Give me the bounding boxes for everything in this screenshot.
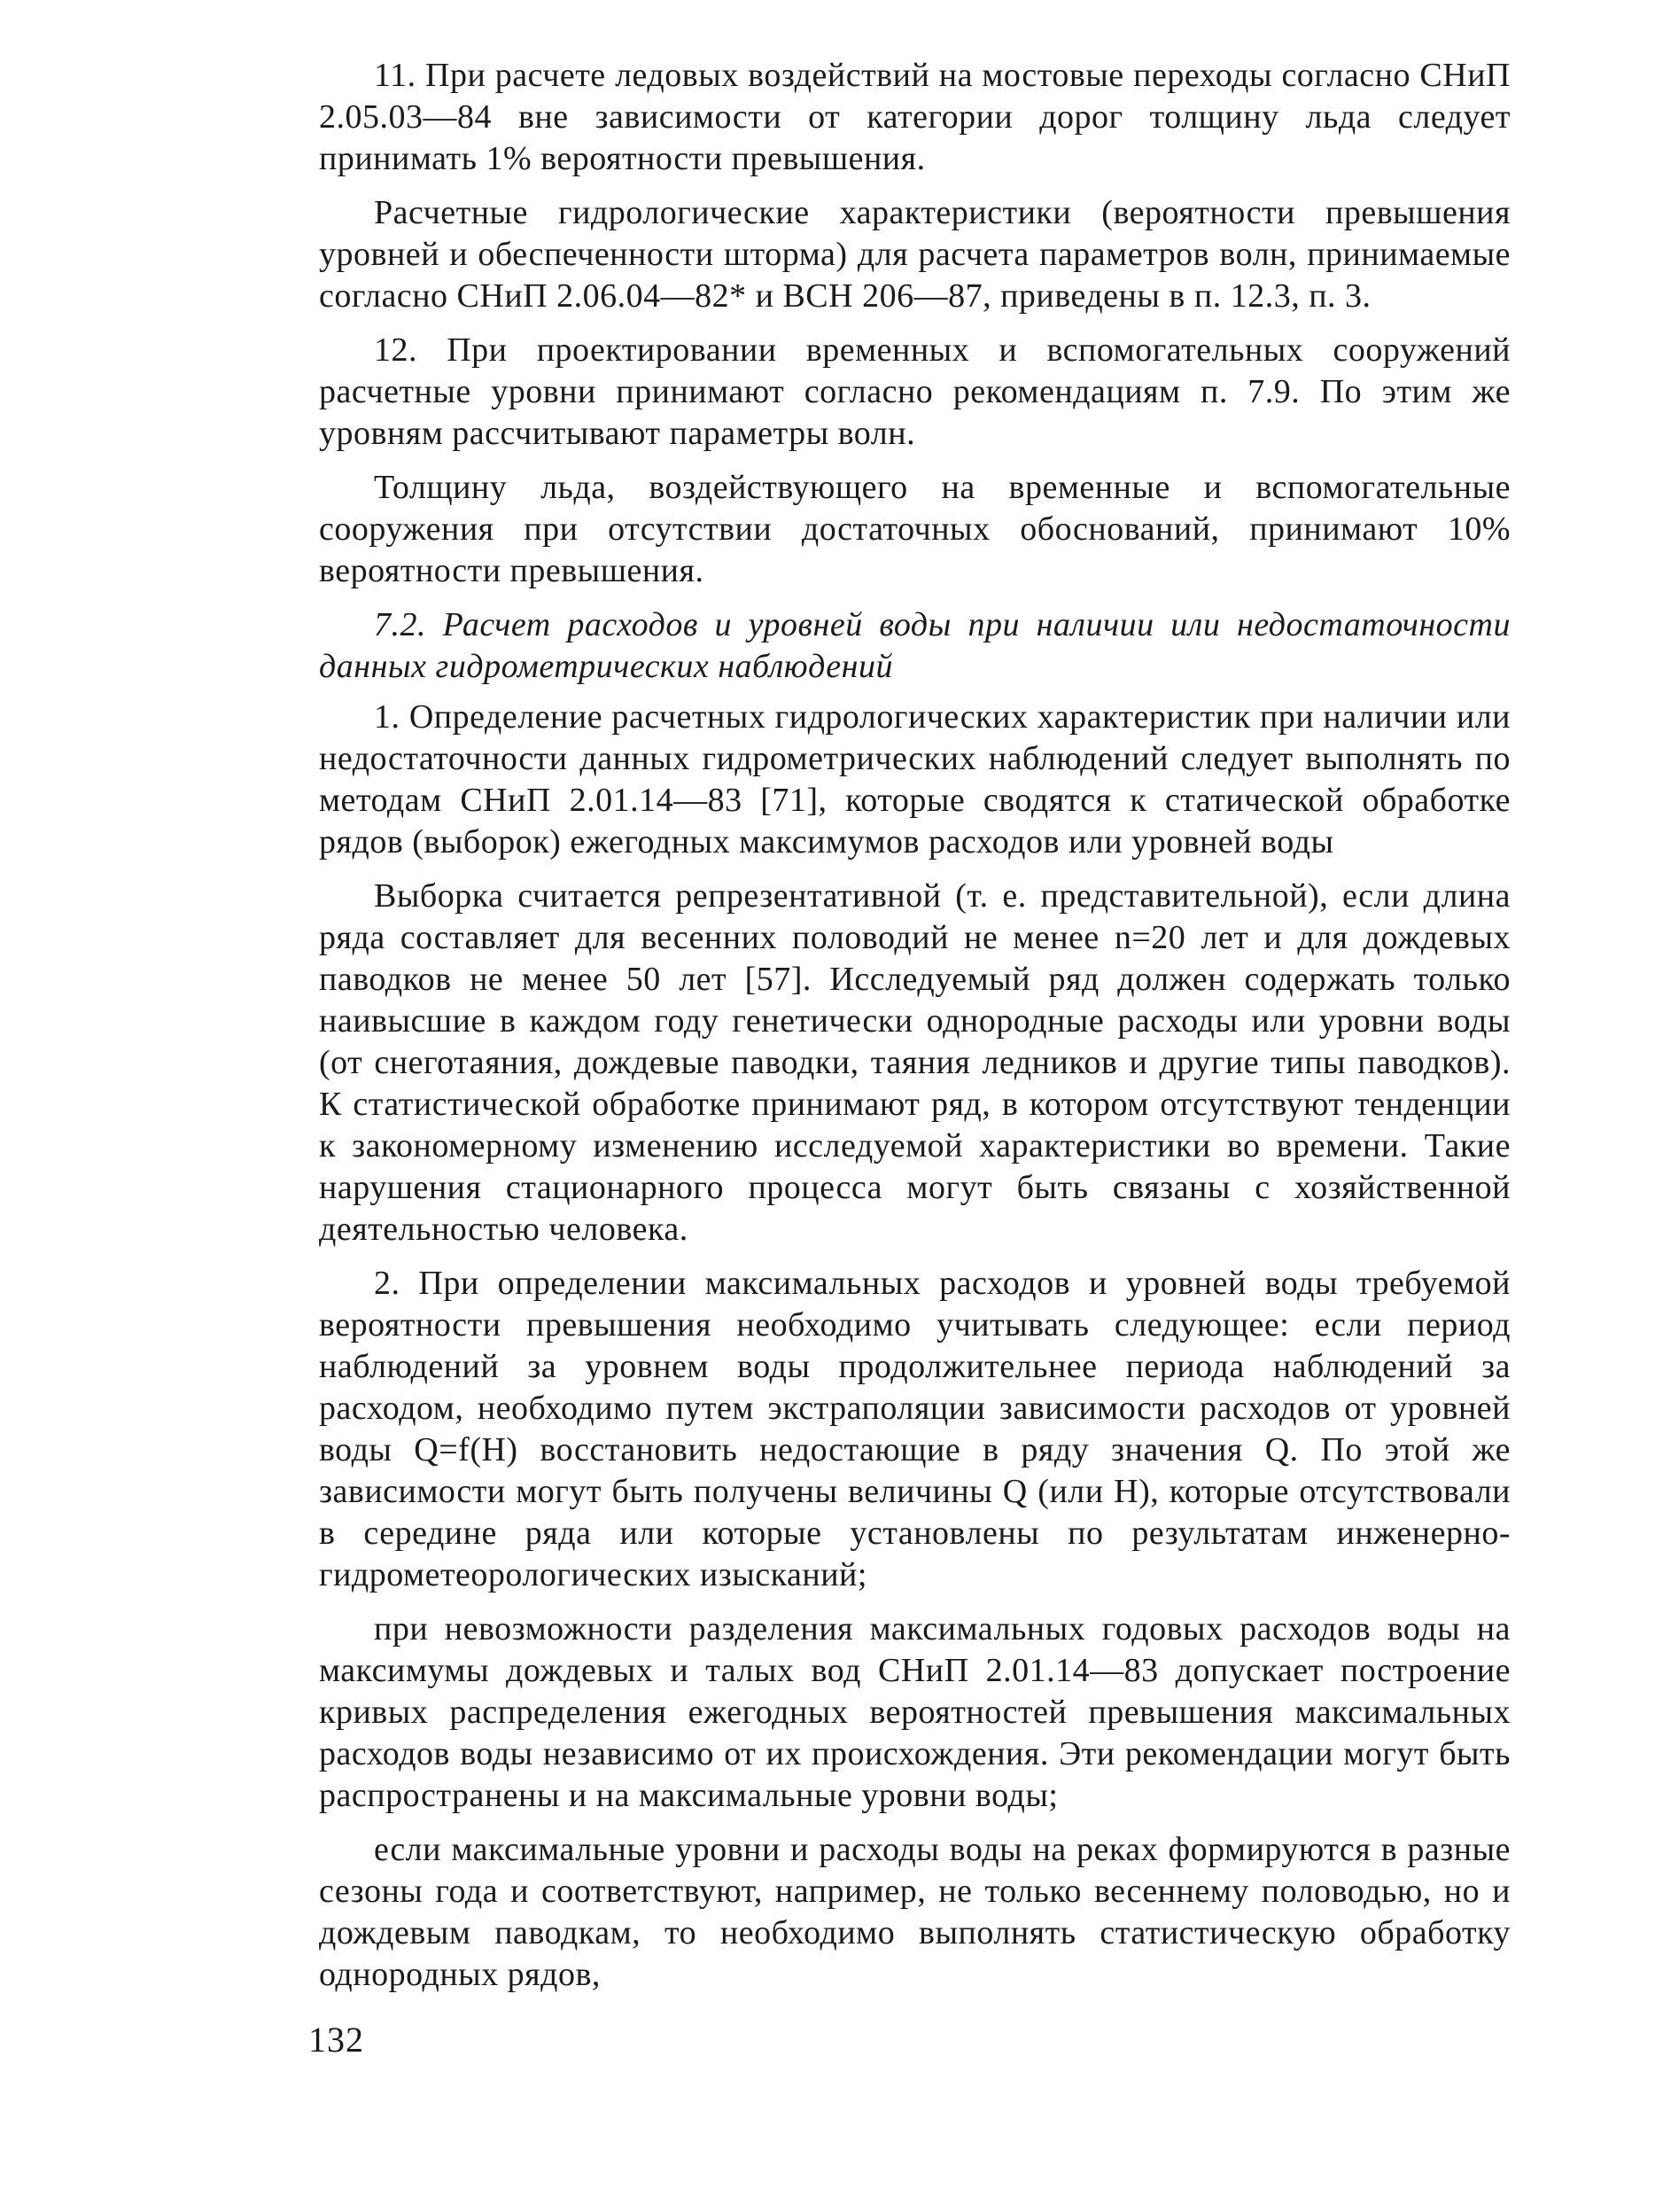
section-heading-7-2: 7.2. Расчет расходов и уровней воды при наличии или недостаточности данных гидрометрических наблюдений xyxy=(319,606,1511,685)
paragraph-temporary-structures: 12. При проектировании временных и вспомогательных сооружений расчетные уровни принимают согласно рекомендациям п. 7.9. По этим же уровням рассчитывают параметры волн. xyxy=(319,331,1511,452)
paragraph-ice-thickness-temporary: Толщину льда, воздействующего на временные и вспомогательные сооружения при отсутствии достаточных обоснований, принимают 10% вероятности превышения. xyxy=(319,469,1511,589)
paragraph-max-discharge-levels: 2. При определении максимальных расходов и уровней воды требуемой вероятности превышения необходимо учитывать следующее: если период наблюдений за уровнем воды продолжительнее периода наблюдений за расходом, необходимо путем экстраполяции зависимости расходов от уровней воды Q=f(H) восстановить недостающие в ряду значения Q. По этой же зависимости могут быть получены величины Q (или H), которые отсутствовали в середине ряда или которые установлены по результатам инженерно-гидрометеорологических изысканий; xyxy=(319,1265,1511,1593)
paragraph-representative-sample: Выборка считается репрезентативной (т. е. представительной), если длина ряда составляет для весенних половодий не менее n=20 лет и для дождевых паводков не менее 50 лет [57]. Исследуемый ряд должен содержать только наивысшие в каждом году генетически однородные расходы или уровни воды (от снеготаяния, дождевые паводки, таяния ледников и другие типы паводков). К статистической обработке принимают ряд, в котором отсутствуют тенденции к закономерному изменению исследуемой характеристики во времени. Такие нарушения стационарного процесса могут быть связаны с хозяйственной деятельностью человека. xyxy=(319,877,1511,1248)
paragraph-distribution-curves: при невозможности разделения максимальных годовых расходов воды на максимумы дождевых и талых вод СНиП 2.01.14—83 допускает построение кривых распределения ежегодных вероятностей превышения максимальных расходов воды независимо от их происхождения. Эти рекомендации могут быть распространены и на максимальные уровни воды; xyxy=(319,1610,1511,1814)
page-number: 132 xyxy=(308,2020,364,2060)
paragraph-determination-method: 1. Определение расчетных гидрологических характеристик при наличии или недостаточности данных гидрометрических наблюдений следует выполнять по методам СНиП 2.01.14—83 [71], которые сводятся к статической обработке рядов (выборок) ежегодных максимумов расходов или уровней воды xyxy=(319,698,1511,861)
page-body xyxy=(319,55,1511,2008)
paragraph-ice-loads-bridges: 11. При расчете ледовых воздействий на мостовые переходы согласно СНиП 2.05.03—84 вне зависимости от категории дорог толщину льда следует принимать 1% вероятности превышения. xyxy=(319,57,1511,177)
paragraph-seasonal-formation: если максимальные уровни и расходы воды на реках формируются в разные сезоны года и соответствуют, например, не только весеннему половодью, но и дождевым паводкам, то необходимо выполнять статистическую обработку однородных рядов, xyxy=(319,1831,1511,1993)
paragraph-wave-parameters: Расчетные гидрологические характеристики (вероятности превышения уровней и обеспеченности шторма) для расчета параметров волн, принимаемые согласно СНиП 2.06.04—82* и ВСН 206—87, приведены в п. 12.3, п. 3. xyxy=(319,194,1511,315)
